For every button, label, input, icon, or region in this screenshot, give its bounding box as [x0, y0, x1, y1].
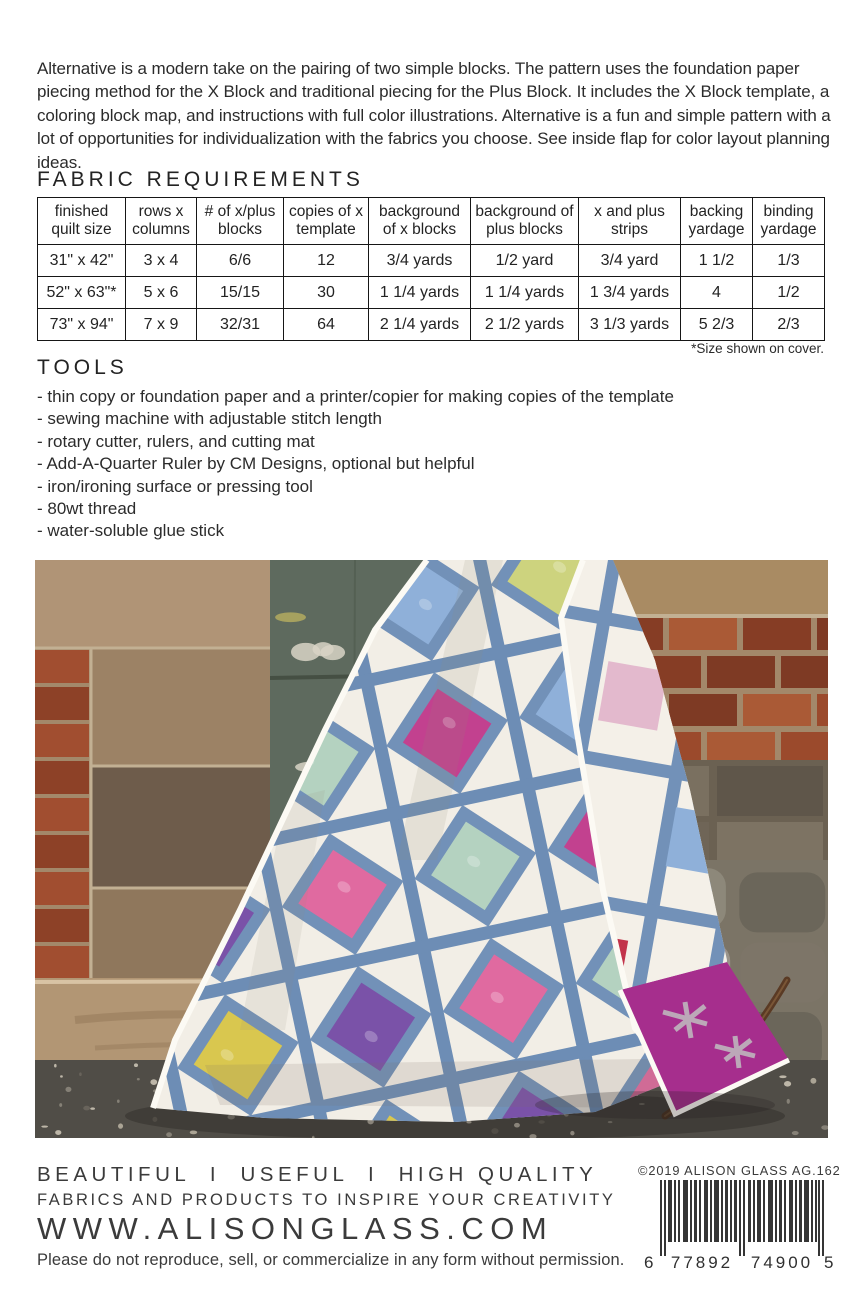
tool-item: - sewing machine with adjustable stitch length — [37, 408, 674, 430]
column-header: x and plus strips — [579, 198, 681, 245]
table-cell: 6/6 — [197, 245, 284, 277]
fold-shadow — [535, 1091, 775, 1119]
table-cell: 30 — [284, 277, 369, 309]
table-cell: 1/2 — [753, 277, 825, 309]
barcode-group1: 77892 — [670, 1253, 734, 1272]
table-cell: 1/3 — [753, 245, 825, 277]
table-footnote: *Size shown on cover. — [691, 341, 824, 356]
table-cell: 15/15 — [197, 277, 284, 309]
table-cell: 52" x 63"* — [38, 277, 126, 309]
copyright-line: ©2019 ALISON GLASS AG.162 — [638, 1163, 841, 1178]
column-header: binding yardage — [753, 198, 825, 245]
table-cell: 2 1/4 yards — [369, 309, 471, 341]
table-cell: 1 3/4 yards — [579, 277, 681, 309]
column-header: rows x columns — [126, 198, 197, 245]
column-header: finished quilt size — [38, 198, 126, 245]
table-cell: 73" x 94" — [38, 309, 126, 341]
table-cell: 5 2/3 — [681, 309, 753, 341]
tools-heading: TOOLS — [37, 356, 128, 379]
tagline-sub: FABRICS AND PRODUCTS TO INSPIRE YOUR CREATIVITY — [37, 1191, 616, 1209]
table-cell: 1 1/4 yards — [369, 277, 471, 309]
table-cell: 31" x 42" — [38, 245, 126, 277]
tool-item: - water-soluble glue stick — [37, 520, 674, 542]
fabric-requirements-table — [37, 197, 825, 341]
table-cell: 64 — [284, 309, 369, 341]
tools-list — [37, 386, 674, 543]
table-cell: 1/2 yard — [471, 245, 579, 277]
table-cell: 12 — [284, 245, 369, 277]
table-cell: 1 1/4 yards — [471, 277, 579, 309]
barcode-group2: 74900 — [750, 1253, 814, 1272]
website-text: WWW.ALISONGLASS.COM — [37, 1211, 554, 1246]
tool-item: - rotary cutter, rulers, and cutting mat — [37, 431, 674, 453]
column-header: background of x blocks — [369, 198, 471, 245]
table-cell: 3 x 4 — [126, 245, 197, 277]
table-cell: 4 — [681, 277, 753, 309]
column-header: background of plus blocks — [471, 198, 579, 245]
fabric-requirements-heading: FABRIC REQUIREMENTS — [37, 168, 364, 191]
barcode — [642, 1180, 834, 1274]
column-header: copies of x template — [284, 198, 369, 245]
barcode-right-digit: 5 — [824, 1253, 834, 1272]
table-cell: 7 x 9 — [126, 309, 197, 341]
table-cell: 32/31 — [197, 309, 284, 341]
tool-item: - Add-A-Quarter Ruler by CM Designs, optional but helpful — [37, 453, 674, 475]
tool-item: - iron/ironing surface or pressing tool — [37, 476, 674, 498]
table-row — [38, 245, 825, 277]
column-header: backing yardage — [681, 198, 753, 245]
legal-text: Please do not reproduce, sell, or commercialize in any form without permission. — [37, 1251, 625, 1269]
tool-item: - thin copy or foundation paper and a printer/copier for making copies of the template — [37, 386, 674, 408]
quilt-photo — [35, 560, 828, 1138]
table-cell: 2 1/2 yards — [471, 309, 579, 341]
barcode-left-digit: 6 — [644, 1253, 654, 1272]
tagline-top: BEAUTIFUL I USEFUL I HIGH QUALITY — [37, 1163, 598, 1186]
table-cell: 3/4 yard — [579, 245, 681, 277]
table-header-row — [38, 198, 825, 245]
table-row — [38, 277, 825, 309]
intro-paragraph: Alternative is a modern take on the pairing of two simple blocks. The pattern uses the foundation paper piecing method for the X Block and traditional piecing for the Plus Block. It includes the X Block template, a coloring block map, and instructions with full color illustrations. Alternative is a fun and simple pattern with a lot of opportunities for individualization with the fabrics you choose. See inside flap for color layout planning ideas. — [37, 59, 831, 172]
table-cell: 2/3 — [753, 309, 825, 341]
table-cell: 1 1/2 — [681, 245, 753, 277]
tool-item: - 80wt thread — [37, 498, 674, 520]
table-cell: 3 1/3 yards — [579, 309, 681, 341]
table-cell: 5 x 6 — [126, 277, 197, 309]
column-header: # of x/plus blocks — [197, 198, 284, 245]
table-row — [38, 309, 825, 341]
left-bricks — [35, 650, 89, 979]
table-cell: 3/4 yards — [369, 245, 471, 277]
